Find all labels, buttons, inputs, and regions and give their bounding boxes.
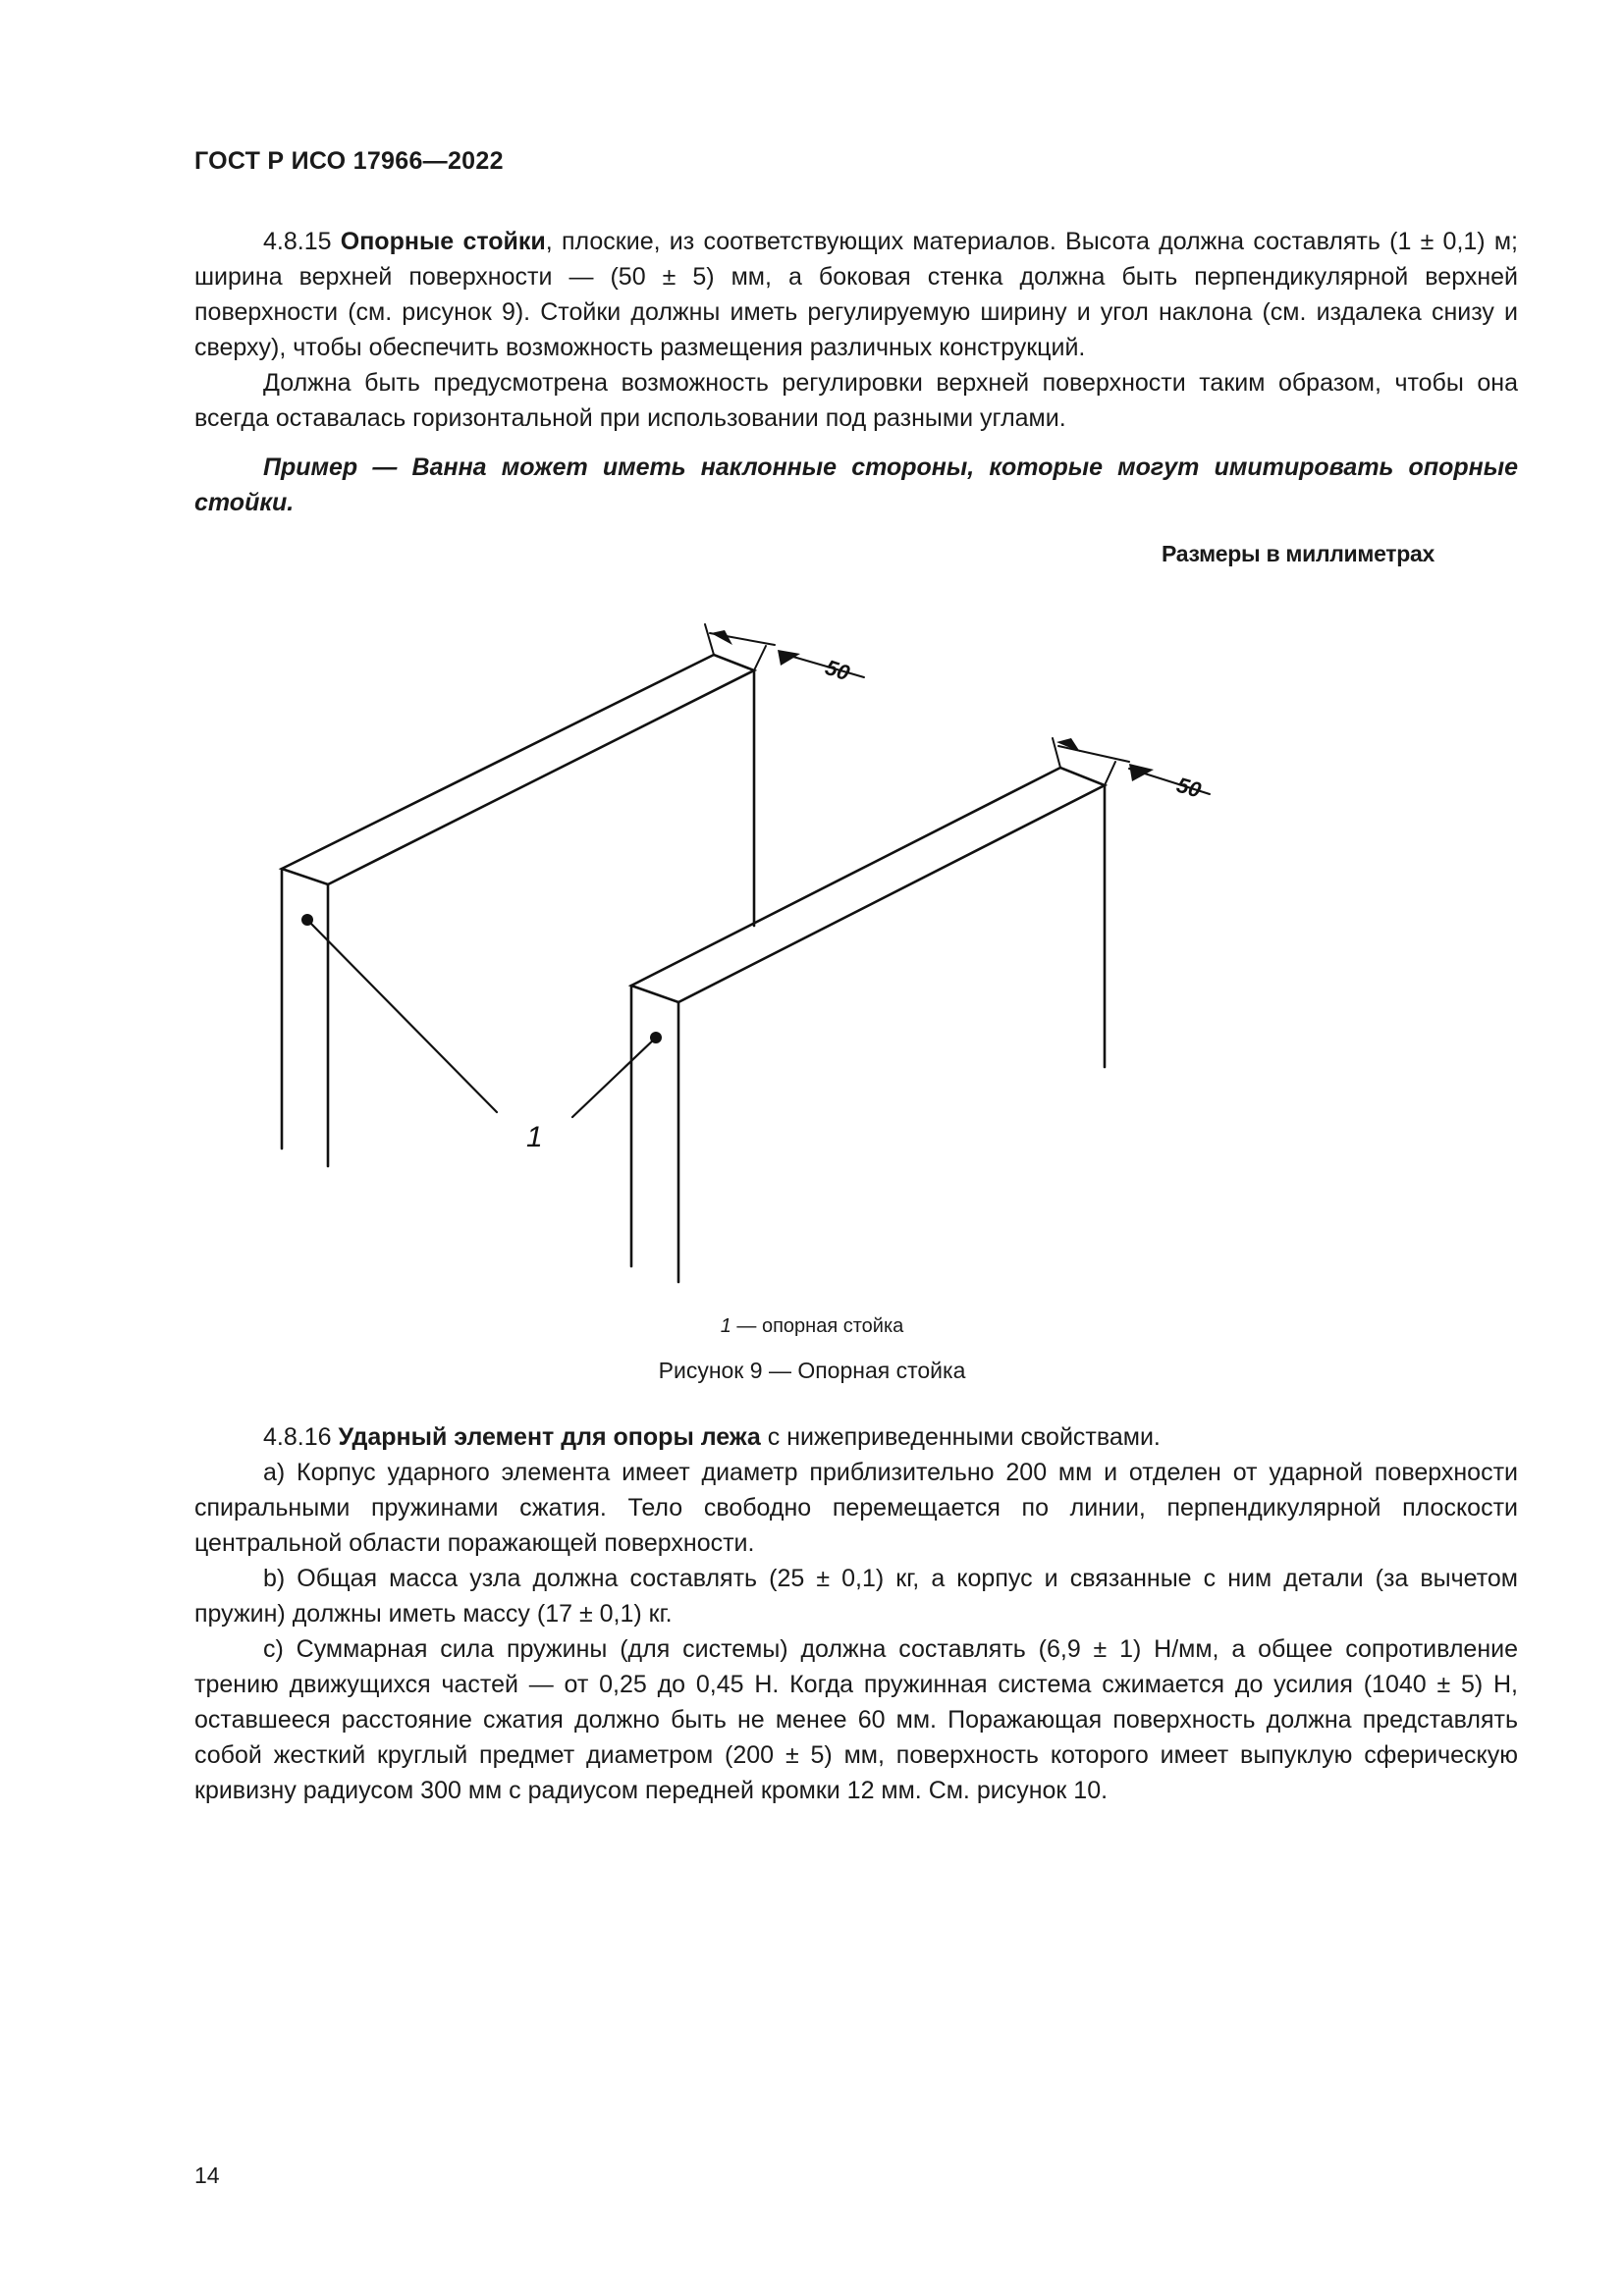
callout-leader — [307, 920, 497, 1112]
example-note: Пример — Ванна может иметь наклонные стороны, которые могут имитировать опорные стойки. — [194, 454, 1518, 516]
page-header: ГОСТ Р ИСО 17966—2022 — [194, 147, 504, 175]
figure-legend — [0, 1315, 1624, 1338]
list-item-c: c) Суммарная сила пружины (для системы) должна составлять (6,9 ± 1) Н/мм, а общее сопротивление трению движущихся частей — от 0,25 до 0,45 Н. Когда пружинная система сжимается до усилия (1040 ± 5) Н, оставшееся расстояние сжатия должно быть не менее 60 мм. Поражающая поверхность должна представлять собой жесткий круглый предмет диаметром (200 ± 5) мм, поверхность которого имеет выпуклую сферическую кривизну радиусом 300 мм с радиусом передней кромки 12 мм. См. рисунок 10. — [194, 1635, 1518, 1804]
left-support-stand — [282, 624, 864, 1166]
section-title: Ударный элемент для опоры лежа — [338, 1423, 761, 1451]
dimension-label-left: 50 — [822, 654, 853, 686]
section-4-8-16-heading — [194, 1419, 1518, 1455]
dimension-arrow — [1129, 764, 1154, 781]
right-support-stand — [631, 738, 1210, 1282]
section-number: 4.8.15 — [263, 228, 332, 255]
section-title-rest: с нижеприведенными свойствами. — [760, 1423, 1161, 1451]
section-number: 4.8.16 — [263, 1423, 332, 1451]
legend-number: 1 — [720, 1315, 731, 1337]
legend-text: — опорная стойка — [731, 1315, 904, 1337]
section-4-8-16 — [194, 1419, 1518, 1808]
callout-leader — [572, 1038, 656, 1117]
dimensions-note: Размеры в миллиметрах — [1162, 541, 1435, 566]
callout-dot — [301, 914, 313, 926]
page-number: 14 — [194, 2163, 220, 2188]
section-title: Опорные стойки — [340, 228, 546, 255]
section-4-8-15-paragraph-2: Должна быть предусмотрена возможность регулировки верхней поверхности таким образом, чтобы она всегда оставалась горизонтальной при использовании под разными углами. — [194, 369, 1518, 432]
callout-number: 1 — [526, 1121, 543, 1153]
dimension-arrow — [1056, 738, 1080, 752]
dimension-label-right: 50 — [1173, 772, 1205, 803]
callout-dot — [650, 1032, 662, 1043]
figure-caption: Рисунок 9 — Опорная стойка — [658, 1358, 966, 1383]
list-item-b: b) Общая масса узла должна составлять (25 ± 0,1) кг, а корпус и связанные с ним детали (за вычетом пружин) должны иметь массу (17 ± 0,1) кг. — [194, 1565, 1518, 1628]
list-item-a: a) Корпус ударного элемента имеет диаметр приблизительно 200 мм и отделен от ударной поверхности спиральными пружинами сжатия. Тело свободно перемещается по линии, перпендикулярной плоскости центральной области поражающей поверхности. — [194, 1459, 1518, 1557]
paragraph-text: , плоские, из соответствующих материалов. Высота должна составлять (1 ± 0,1) м; ширина верхней поверхности — (50 ± 5) мм, а боковая стенка должна быть перпендикулярной верхней поверхности (см. рисунок 9). Стойки должны иметь регулируемую ширину и угол наклона (см. издалека снизу и сверху), чтобы обеспечить возможность размещения различных конструкций. — [194, 228, 1519, 361]
